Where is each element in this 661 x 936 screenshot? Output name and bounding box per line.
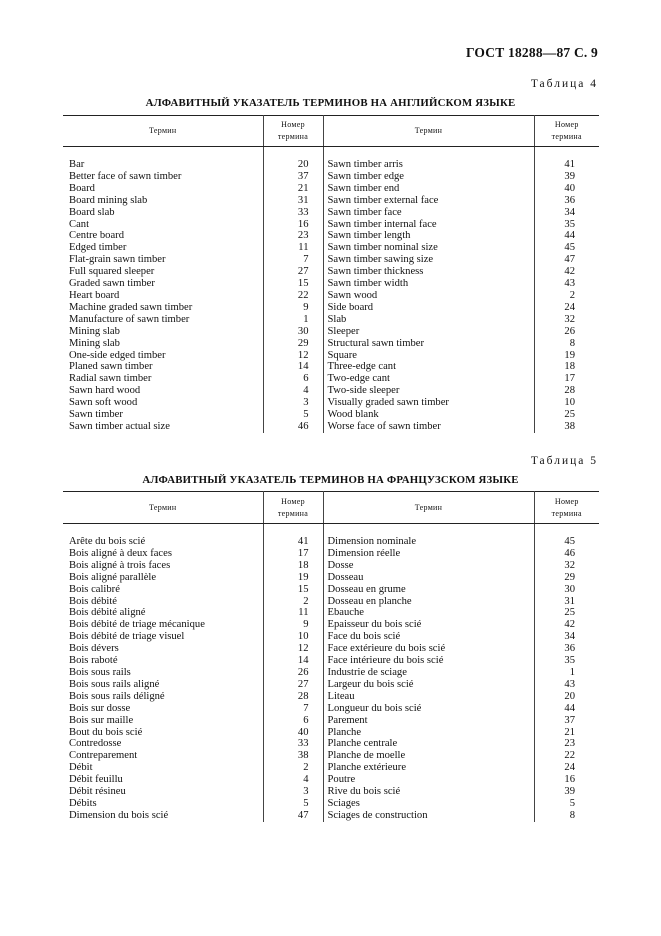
table-row (63, 361, 599, 373)
number-cell: 20 (263, 159, 323, 171)
term-cell: Débit résineu (63, 786, 263, 798)
table-row (63, 338, 599, 350)
term-cell: Machine graded sawn timber (63, 302, 263, 314)
number-cell: 4 (263, 774, 323, 786)
number-cell: 31 (263, 195, 323, 207)
number-cell: 4 (263, 385, 323, 397)
term-cell: Graded sawn timber (63, 278, 263, 290)
term-cell: Epaisseur du bois scié (323, 619, 534, 631)
term-cell: Two-edge cant (323, 373, 534, 385)
table-row (63, 596, 599, 608)
table-row (63, 409, 599, 421)
number-cell: 2 (569, 289, 575, 301)
term-cell: Dosseau (323, 572, 534, 584)
term-cell: Board slab (63, 207, 263, 219)
term-cell: Centre board (63, 230, 263, 242)
term-cell: Planche extérieure (323, 762, 534, 774)
number-cell: 41 (564, 159, 575, 170)
number-cell: 5 (263, 409, 323, 421)
number-cell: 21 (263, 183, 323, 195)
term-cell: Bois sous rails (63, 667, 263, 679)
table-row (63, 314, 599, 326)
term-cell: Sawn timber width (323, 278, 534, 290)
table-row (63, 607, 599, 619)
table-row (63, 326, 599, 338)
term-cell: Sawn timber external face (323, 195, 534, 207)
term-cell: Sawn timber arris (323, 159, 534, 171)
term-cell: Poutre (323, 774, 534, 786)
number-cell: 17 (564, 373, 575, 385)
term-cell: Mining slab (63, 338, 263, 350)
table-row (63, 230, 599, 242)
number-cell: 1 (569, 666, 575, 678)
term-cell: Sawn timber actual size (63, 421, 263, 433)
term-cell: Visually graded sawn timber (323, 397, 534, 409)
table-row (63, 397, 599, 409)
number-cell: 11 (263, 607, 323, 619)
term-cell: Better face of sawn timber (63, 171, 263, 183)
term-cell: Full squared sleeper (63, 266, 263, 278)
table-row (63, 584, 599, 596)
term-cell: Heart board (63, 290, 263, 302)
term-cell: Sawn timber thickness (323, 266, 534, 278)
number-cell: 19 (564, 349, 575, 361)
number-cell: 15 (263, 584, 323, 596)
term-cell: Sawn timber end (323, 183, 534, 195)
table-row (63, 786, 599, 798)
term-cell: Sleeper (323, 326, 534, 338)
number-cell: 8 (569, 809, 575, 821)
number-cell: 2 (263, 596, 323, 608)
number-cell: 16 (564, 774, 575, 786)
number-cell: 14 (263, 655, 323, 667)
number-cell: 34 (564, 206, 575, 218)
term-cell: Planche de moelle (323, 750, 534, 762)
number-cell: 12 (263, 643, 323, 655)
term-column-header: Термин (323, 492, 534, 524)
term-cell: Sawn timber face (323, 207, 534, 219)
number-cell: 15 (263, 278, 323, 290)
term-cell: Industrie de sciage (323, 667, 534, 679)
table-row (63, 774, 599, 786)
number-cell: 11 (263, 242, 323, 254)
term-cell: Dimension réelle (323, 548, 534, 560)
table-row (63, 183, 599, 195)
term-cell: Mining slab (63, 326, 263, 338)
term-column-header: Термин (63, 116, 263, 147)
term-cell: Planche centrale (323, 738, 534, 750)
table-row (63, 560, 599, 572)
term-column-header: Термин (323, 116, 534, 147)
table-row (63, 385, 599, 397)
number-cell: 40 (564, 182, 575, 194)
table-row (63, 350, 599, 362)
term-cell: Face extérieure du bois scié (323, 643, 534, 655)
number-cell: 45 (564, 536, 575, 547)
table-4-caption: Таблица 4 (530, 78, 598, 90)
term-cell: Bois aligné à deux faces (63, 548, 263, 560)
number-cell: 46 (263, 421, 323, 433)
number-cell: 6 (263, 373, 323, 385)
number-cell: 8 (569, 337, 575, 349)
term-cell: Board (63, 183, 263, 195)
term-cell: Face du bois scié (323, 631, 534, 643)
term-cell: Sawn timber sawing size (323, 254, 534, 266)
number-cell: 42 (564, 619, 575, 631)
table-row (63, 290, 599, 302)
number-cell: 31 (564, 595, 575, 607)
term-cell: Sawn timber internal face (323, 219, 534, 231)
term-cell: Cant (63, 219, 263, 231)
term-cell: Bout du bois scié (63, 727, 263, 739)
number-cell: 34 (564, 631, 575, 643)
page-header: ГОСТ 18288—87 С. 9 (465, 45, 598, 60)
table-row (63, 278, 599, 290)
number-cell: 17 (263, 548, 323, 560)
term-cell: Bois aligné à trois faces (63, 560, 263, 572)
term-cell: Sawn hard wood (63, 385, 263, 397)
number-cell: 18 (564, 361, 575, 373)
term-cell: Square (323, 350, 534, 362)
term-cell: Three-edge cant (323, 361, 534, 373)
term-cell: Radial sawn timber (63, 373, 263, 385)
table-row (63, 619, 599, 631)
table-row (63, 715, 599, 727)
number-cell: 26 (564, 325, 575, 337)
term-cell: Sawn soft wood (63, 397, 263, 409)
table-row (63, 242, 599, 254)
number-cell: 29 (263, 338, 323, 350)
number-cell: 23 (564, 738, 575, 750)
term-cell: Bois débité (63, 596, 263, 608)
table-row (63, 159, 599, 171)
term-cell: Sciages (323, 798, 534, 810)
table-row (63, 219, 599, 231)
table-row (63, 195, 599, 207)
table-row (63, 798, 599, 810)
term-cell: Contreparement (63, 750, 263, 762)
table-4-title: АЛФАВИТНЫЙ УКАЗАТЕЛЬ ТЕРМИНОВ НА АНГЛИЙСКОМ ЯЗЫКЕ (145, 97, 516, 109)
number-cell: 38 (263, 750, 323, 762)
term-cell: Bois débité de triage visuel (63, 631, 263, 643)
number-cell: 44 (564, 230, 575, 242)
number-cell: 33 (263, 738, 323, 750)
term-cell: Sawn timber (63, 409, 263, 421)
term-cell: Bois débité de triage mécanique (63, 619, 263, 631)
table-row (63, 679, 599, 691)
number-cell: 38 (564, 420, 575, 432)
number-column-header: Номер термина (263, 492, 323, 524)
number-cell: 7 (263, 254, 323, 266)
term-cell: Débit (63, 762, 263, 774)
term-cell: Bois sous rails aligné (63, 679, 263, 691)
number-cell: 22 (263, 290, 323, 302)
table-row (63, 302, 599, 314)
number-cell: 39 (564, 786, 575, 798)
number-cell: 14 (263, 361, 323, 373)
table-row (63, 373, 599, 385)
number-cell: 25 (564, 409, 575, 421)
number-cell: 10 (263, 631, 323, 643)
term-cell: Side board (323, 302, 534, 314)
term-cell: Bar (63, 159, 263, 171)
number-cell: 37 (564, 714, 575, 726)
table-row (63, 254, 599, 266)
term-cell: Board mining slab (63, 195, 263, 207)
number-cell: 26 (263, 667, 323, 679)
number-cell: 43 (564, 278, 575, 290)
number-cell: 45 (564, 242, 575, 254)
term-cell: Bois sous rails déligné (63, 691, 263, 703)
number-cell: 30 (564, 583, 575, 595)
number-cell: 37 (263, 171, 323, 183)
number-cell: 28 (263, 691, 323, 703)
number-cell: 33 (263, 207, 323, 219)
number-cell: 3 (263, 397, 323, 409)
table-row (63, 655, 599, 667)
spacer-row (63, 147, 599, 160)
table-row (63, 536, 599, 548)
term-cell: Bois dévers (63, 643, 263, 655)
number-cell: 35 (564, 218, 575, 230)
number-cell: 19 (263, 572, 323, 584)
number-cell: 25 (564, 607, 575, 619)
number-cell: 23 (263, 230, 323, 242)
term-cell: Flat-grain sawn timber (63, 254, 263, 266)
term-cell: Bois aligné parallèle (63, 572, 263, 584)
number-cell: 2 (263, 762, 323, 774)
number-cell: 27 (263, 679, 323, 691)
number-cell: 47 (263, 810, 323, 822)
number-cell: 35 (564, 655, 575, 667)
term-cell: Arête du bois scié (63, 536, 263, 548)
number-cell: 24 (564, 301, 575, 313)
number-cell: 10 (564, 397, 575, 409)
term-cell: Dosseau en grume (323, 584, 534, 596)
number-cell: 16 (263, 219, 323, 231)
table-row (63, 421, 599, 433)
number-cell: 36 (564, 194, 575, 206)
term-cell: Dimension nominale (323, 536, 534, 548)
number-cell: 5 (263, 798, 323, 810)
table-4 (63, 115, 599, 433)
table-5 (63, 491, 599, 822)
spacer-row (63, 524, 599, 537)
term-cell: Planed sawn timber (63, 361, 263, 373)
table-row (63, 691, 599, 703)
table-5-caption: Таблица 5 (530, 455, 598, 467)
number-cell: 40 (263, 727, 323, 739)
term-cell: Sawn timber edge (323, 171, 534, 183)
number-cell: 22 (564, 750, 575, 762)
table-row (63, 727, 599, 739)
number-cell: 20 (564, 690, 575, 702)
number-cell: 28 (564, 385, 575, 397)
table-row (63, 810, 599, 822)
term-cell: Sawn wood (323, 290, 534, 302)
number-cell: 9 (263, 302, 323, 314)
term-cell: Bois calibré (63, 584, 263, 596)
number-cell: 32 (564, 559, 575, 571)
table-row (63, 266, 599, 278)
number-cell: 39 (564, 170, 575, 182)
term-cell: Sawn timber nominal size (323, 242, 534, 254)
number-cell: 3 (263, 786, 323, 798)
term-cell: Longueur du bois scié (323, 703, 534, 715)
table-row (63, 171, 599, 183)
term-cell: Rive du bois scié (323, 786, 534, 798)
table-row (63, 703, 599, 715)
term-cell: Dosse (323, 560, 534, 572)
number-column-header: Номер термина (263, 116, 323, 147)
number-cell: 24 (564, 762, 575, 774)
number-cell: 42 (564, 266, 575, 278)
term-cell: Sciages de construction (323, 810, 534, 822)
term-cell: Bois sur dosse (63, 703, 263, 715)
term-cell: Bois débité aligné (63, 607, 263, 619)
number-cell: 9 (263, 619, 323, 631)
term-cell: Débits (63, 798, 263, 810)
number-cell: 36 (564, 643, 575, 655)
table-row (63, 738, 599, 750)
table-row (63, 207, 599, 219)
table-row (63, 750, 599, 762)
table-row (63, 631, 599, 643)
number-column-header: Номер термина (534, 492, 599, 524)
term-cell: Débit feuillu (63, 774, 263, 786)
term-cell: Wood blank (323, 409, 534, 421)
number-cell: 5 (569, 797, 575, 809)
number-cell: 21 (564, 726, 575, 738)
term-cell: Manufacture of sawn timber (63, 314, 263, 326)
term-cell: Dosseau en planche (323, 596, 534, 608)
term-cell: Structural sawn timber (323, 338, 534, 350)
number-cell: 6 (263, 715, 323, 727)
table-row (63, 548, 599, 560)
number-column-header: Номер термина (534, 116, 599, 147)
number-cell: 32 (564, 313, 575, 325)
term-cell: Slab (323, 314, 534, 326)
term-cell: Dimension du bois scié (63, 810, 263, 822)
number-cell: 1 (263, 314, 323, 326)
term-cell: Largeur du bois scié (323, 679, 534, 691)
number-cell: 46 (564, 547, 575, 559)
term-cell: Planche (323, 727, 534, 739)
table-row (63, 762, 599, 774)
term-cell: Ebauche (323, 607, 534, 619)
table-5-title: АЛФАВИТНЫЙ УКАЗАТЕЛЬ ТЕРМИНОВ НА ФРАНЦУЗСКОМ ЯЗЫКЕ (142, 474, 519, 486)
term-cell: Bois sur maille (63, 715, 263, 727)
term-cell: Worse face of sawn timber (323, 421, 534, 433)
term-cell: Two-side sleeper (323, 385, 534, 397)
number-cell: 12 (263, 350, 323, 362)
table-row (63, 667, 599, 679)
term-cell: One-side edged timber (63, 350, 263, 362)
table-row (63, 643, 599, 655)
table-row (63, 572, 599, 584)
number-cell: 44 (564, 702, 575, 714)
term-cell: Parement (323, 715, 534, 727)
number-cell: 47 (564, 254, 575, 266)
number-cell: 41 (263, 536, 323, 548)
number-cell: 29 (564, 571, 575, 583)
term-cell: Sawn timber length (323, 230, 534, 242)
term-cell: Liteau (323, 691, 534, 703)
number-cell: 18 (263, 560, 323, 572)
term-cell: Edged timber (63, 242, 263, 254)
number-cell: 27 (263, 266, 323, 278)
number-cell: 30 (263, 326, 323, 338)
number-cell: 7 (263, 703, 323, 715)
number-cell: 43 (564, 678, 575, 690)
term-cell: Bois raboté (63, 655, 263, 667)
term-column-header: Термин (63, 492, 263, 524)
term-cell: Face intérieure du bois scié (323, 655, 534, 667)
term-cell: Contredosse (63, 738, 263, 750)
